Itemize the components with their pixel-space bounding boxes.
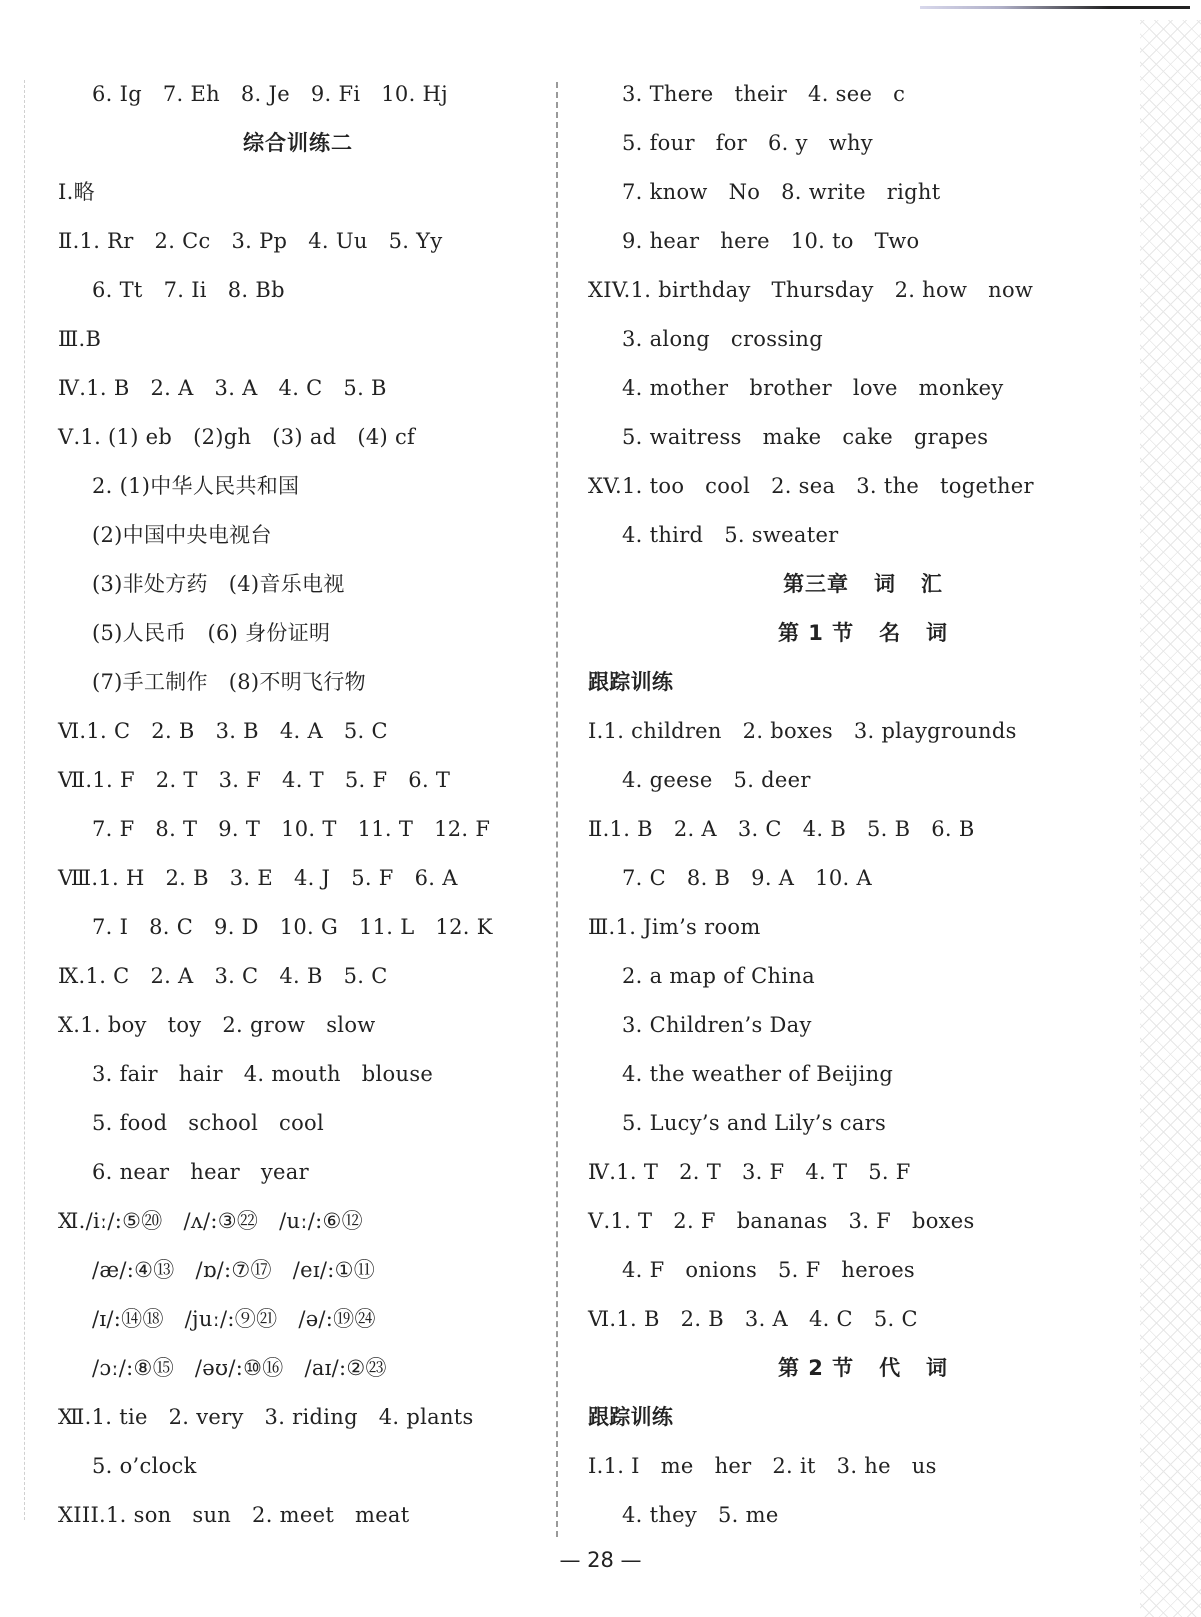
answer-line: Ⅳ.1. T 2. T 3. F 4. T 5. F: [588, 1160, 911, 1184]
answer-line: Ⅰ.1. I me her 2. it 3. he us: [588, 1454, 937, 1478]
answer-line: 4. the weather of Beijing: [622, 1062, 894, 1086]
answer-line: Ⅶ.1. F 2. T 3. F 4. T 5. F 6. T: [58, 768, 451, 792]
answer-line: 2. a map of China: [622, 964, 816, 988]
answer-line: 3. fair hair 4. mouth blouse: [92, 1062, 434, 1086]
answer-line: Ⅷ.1. H 2. B 3. E 4. J 5. F 6. A: [58, 866, 458, 890]
answer-line: (2)中国中央电视台: [92, 523, 272, 547]
answer-line: /ɔː/:⑧⑮ /əʊ/:⑩⑯ /aɪ/:②㉓: [92, 1356, 387, 1380]
answer-line: Ⅱ.1. Rr 2. Cc 3. Pp 4. Uu 5. Yy: [58, 229, 443, 253]
answer-line: 4. geese 5. deer: [622, 768, 811, 792]
answer-line: 7. F 8. T 9. T 10. T 11. T 12. F: [92, 817, 491, 841]
right-column: [588, 70, 1138, 1540]
answer-line: /ɪ/:⑭⑱ /juː/:⑨㉑ /ə/:⑲㉔: [92, 1307, 376, 1331]
answer-line: Ⅲ.B: [58, 327, 102, 351]
answer-line: 6. near hear year: [92, 1160, 309, 1184]
section-heading: 综合训练二: [243, 131, 353, 155]
answer-line: 5. four for 6. y why: [622, 131, 873, 155]
answer-line: 6. Ig 7. Eh 8. Je 9. Fi 10. Hj: [92, 82, 448, 106]
subsection-title: 跟踪训练: [588, 670, 674, 694]
answer-line: 4. mother brother love monkey: [622, 376, 1004, 400]
answer-line: Ⅲ.1. Jim’s room: [588, 915, 761, 939]
subsection-title: 跟踪训练: [588, 1405, 674, 1429]
answer-line: (7)手工制作 (8)不明飞行物: [92, 670, 366, 694]
answer-line: 6. Tt 7. Ii 8. Bb: [92, 278, 285, 302]
answer-line: 3. There their 4. see c: [622, 82, 906, 106]
answer-line: 4. F onions 5. F heroes: [622, 1258, 916, 1282]
answer-line: 4. they 5. me: [622, 1503, 779, 1527]
answer-line: /æ/:④⑬ /ɒ/:⑦⑰ /eɪ/:①⑪: [92, 1258, 376, 1282]
left-column: [58, 70, 538, 1540]
page-number: — 28 —: [559, 1548, 642, 1572]
top-rule: [920, 6, 1190, 9]
answer-line: Ⅵ.1. B 2. B 3. A 4. C 5. C: [588, 1307, 918, 1331]
answer-line: Ⅴ.1. (1) eb (2)gh (3) ad (4) cf: [58, 425, 416, 449]
left-margin-mark: [24, 80, 25, 1520]
answer-line: Ⅵ.1. C 2. B 3. B 4. A 5. C: [58, 719, 388, 743]
section-heading: 第 2 节 代 词: [777, 1356, 949, 1380]
answer-line: Ⅸ.1. C 2. A 3. C 4. B 5. C: [58, 964, 388, 988]
answer-line: Ⅻ.1. tie 2. very 3. riding 4. plants: [58, 1405, 474, 1429]
column-divider: [556, 82, 558, 1537]
answer-line: 4. third 5. sweater: [622, 523, 839, 547]
answer-line: Ⅰ.1. children 2. boxes 3. playgrounds: [588, 719, 1017, 743]
answer-line: 3. Children’s Day: [622, 1013, 812, 1037]
answer-line: Ⅱ.1. B 2. A 3. C 4. B 5. B 6. B: [588, 817, 975, 841]
answer-line: (3)非处方药 (4)音乐电视: [92, 572, 345, 596]
answer-line: 5. Lucy’s and Lily’s cars: [622, 1111, 887, 1135]
section-heading: 第三章 词 汇: [783, 572, 943, 596]
answer-line: (5)人民币 (6) 身份证明: [92, 621, 331, 645]
answer-line: Ⅰ.略: [58, 180, 95, 204]
answer-line: XIV.1. birthday Thursday 2. how now: [588, 278, 1034, 302]
answer-line: XIII.1. son sun 2. meet meat: [58, 1503, 410, 1527]
answer-line: Ⅺ./iː/:⑤⑳ /ʌ/:③㉒ /uː/:⑥⑫: [58, 1209, 363, 1233]
edge-pattern: [1140, 20, 1201, 1617]
answer-line: Ⅳ.1. B 2. A 3. A 4. C 5. B: [58, 376, 387, 400]
answer-line: 7. C 8. B 9. A 10. A: [622, 866, 872, 890]
answer-line: XV.1. too cool 2. sea 3. the together: [588, 474, 1034, 498]
answer-line: Ⅹ.1. boy toy 2. grow slow: [58, 1013, 376, 1037]
answer-line: 7. I 8. C 9. D 10. G 11. L 12. K: [92, 915, 493, 939]
answer-line: 5. food school cool: [92, 1111, 324, 1135]
answer-line: 9. hear here 10. to Two: [622, 229, 920, 253]
answer-line: 2. (1)中华人民共和国: [92, 474, 300, 498]
answer-line: 7. know No 8. write right: [622, 180, 941, 204]
answer-line: Ⅴ.1. T 2. F bananas 3. F boxes: [588, 1209, 975, 1233]
section-heading: 第 1 节 名 词: [777, 621, 949, 645]
answer-line: 5. o’clock: [92, 1454, 197, 1478]
answer-line: 3. along crossing: [622, 327, 823, 351]
answer-line: 5. waitress make cake grapes: [622, 425, 989, 449]
